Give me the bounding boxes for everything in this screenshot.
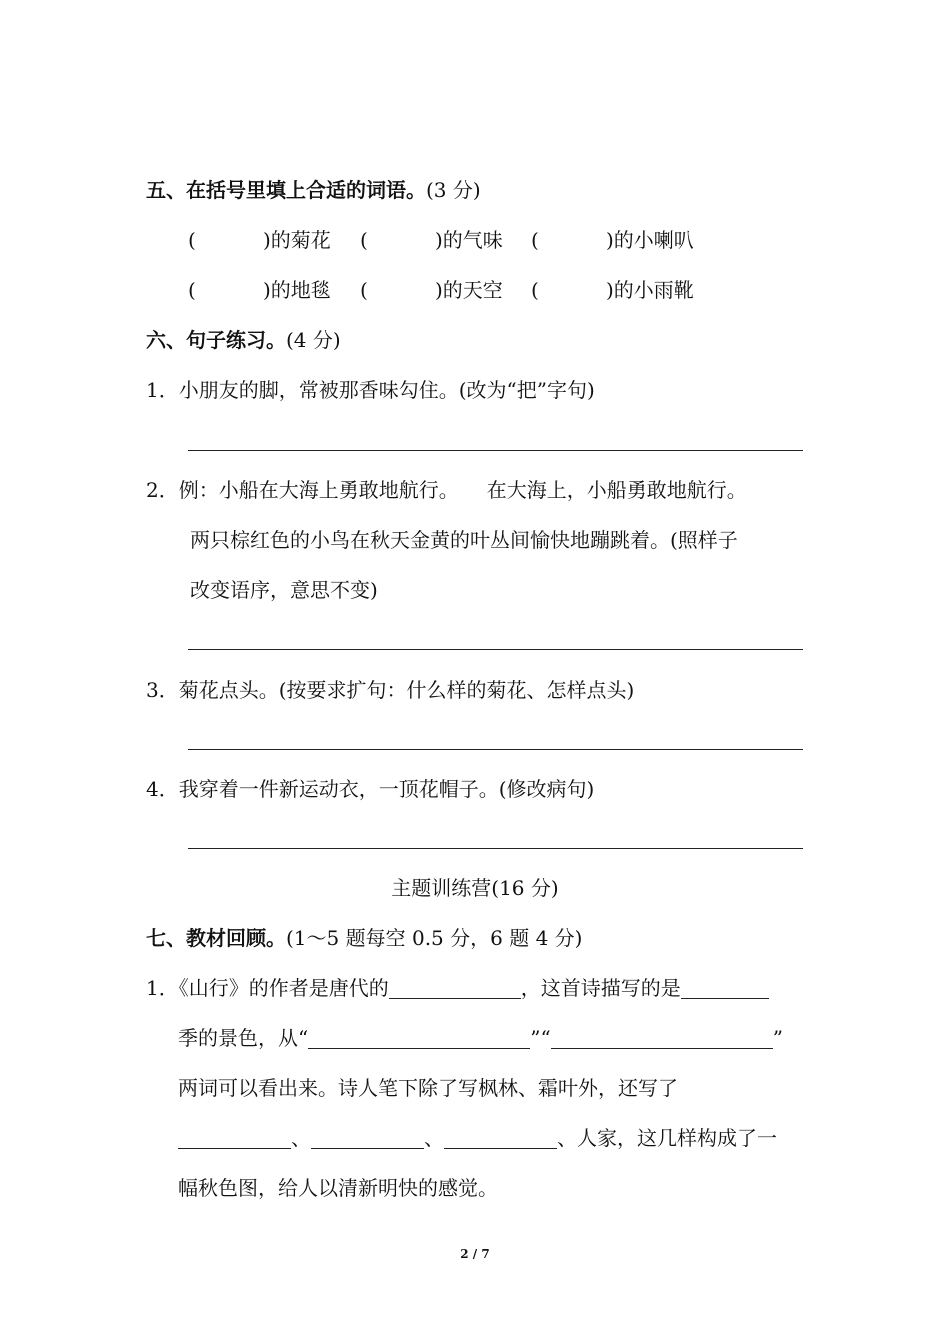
question-7-1-line1: 1．《山行》的作者是唐代的 ，这首诗描写的是 [146,974,769,1002]
paren-open: ( [360,228,368,252]
blank-item-3[interactable] [444,1128,557,1149]
section5-heading: 五、在括号里填上合适的词语。(3 分) [146,178,481,202]
section7-heading: 七、教材回顾。(1～5 题每空 0.5 分，6 题 4 分) [146,926,583,950]
section6-heading: 六、句子练习。(4 分) [146,328,341,352]
blank-item-1[interactable] [178,1128,291,1149]
page-number: 2 / 7 [460,1247,490,1261]
question-6-1: 1．小朋友的脚，常被那香味勾住。(改为“把”字句) [146,378,595,402]
paren-open: ( [531,278,539,302]
paren-open: ( [188,278,196,302]
question-6-4: 4．我穿着一件新运动衣，一顶花帽子。(修改病句) [146,777,595,801]
blank-word-1[interactable] [308,1028,530,1049]
blank-season[interactable] [681,978,769,999]
phrase-carpet: )的地毯 [263,278,331,302]
phrase-sky: )的天空 [435,278,503,302]
answer-line[interactable] [188,848,803,849]
question-7-1-line4: 、 、 、人家，这几样构成了一 [178,1124,777,1152]
blank-word-2[interactable] [551,1028,773,1049]
phrase-rainboots: )的小雨靴 [606,278,694,302]
phrase-chrysanthemum: )的菊花 [263,228,331,252]
question-7-1-line3: 两词可以看出来。诗人笔下除了写枫林、霜叶外，还写了 [178,1076,678,1100]
question-6-2-sentence: 两只棕红色的小鸟在秋天金黄的叶丛间愉快地蹦跳着。(照样子 [190,528,738,552]
answer-line[interactable] [188,649,803,650]
paren-open: ( [360,278,368,302]
answer-line[interactable] [188,749,803,750]
paren-open: ( [188,228,196,252]
question-6-3: 3．菊花点头。(按要求扩句：什么样的菊花、怎样点头) [146,678,635,702]
phrase-trumpet: )的小喇叭 [606,228,694,252]
phrase-smell: )的气味 [435,228,503,252]
question-7-1-line5: 幅秋色图，给人以清新明快的感觉。 [178,1176,498,1200]
question-6-2: 2．例：小船在大海上勇敢地航行。 在大海上，小船勇敢地航行。 [146,478,747,502]
question-7-1-line2: 季的景色，从“ ”“ ” [178,1026,783,1050]
blank-author[interactable] [389,978,521,999]
answer-line[interactable] [188,450,803,451]
question-6-2-hint: 改变语序，意思不变) [190,578,378,602]
blank-item-2[interactable] [311,1128,424,1149]
theme-title: 主题训练营(16 分) [391,876,559,900]
paren-open: ( [531,228,539,252]
